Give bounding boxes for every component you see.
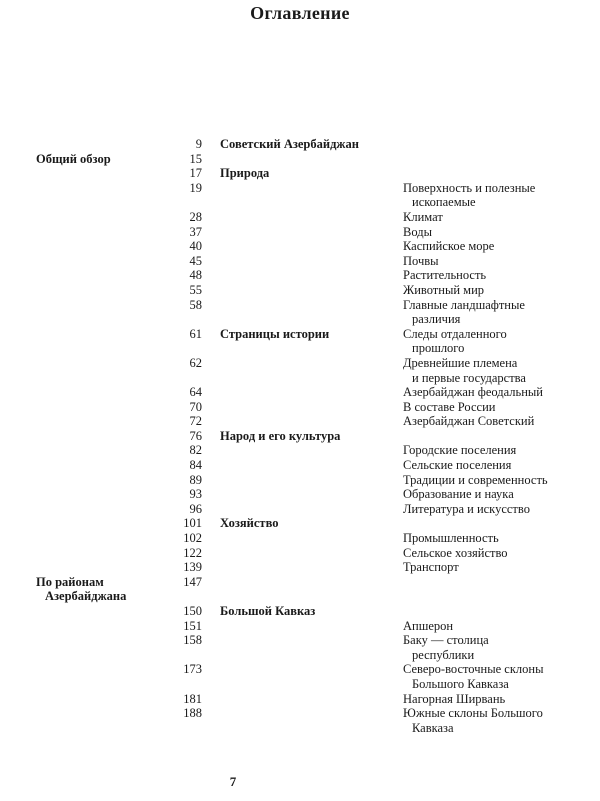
section-title-line: Советский Азербайджан: [220, 137, 359, 151]
page-ref: 96: [189, 501, 202, 516]
topic-title-line: Транспорт: [403, 560, 459, 575]
toc-entry[interactable]: [0, 604, 600, 619]
section-title: [220, 414, 403, 429]
topic-title-line: Поверхность и полезные: [403, 180, 536, 195]
toc-entry[interactable]: [0, 473, 600, 488]
part-title: [36, 137, 166, 152]
toc-entry[interactable]: [0, 560, 600, 575]
section-title: [220, 356, 403, 385]
toc-entry[interactable]: [0, 166, 600, 181]
page-ref: 101: [183, 516, 202, 531]
topic-title-line: В составе России: [403, 399, 496, 414]
section-title: [220, 662, 403, 691]
section-title: [220, 473, 403, 488]
section-title: [220, 706, 403, 735]
toc-entry[interactable]: [0, 546, 600, 561]
part-title: [36, 400, 166, 415]
page-ref: 37: [189, 224, 202, 239]
page-ref: 102: [183, 531, 202, 546]
topic-title: [403, 327, 593, 356]
section-title: [220, 560, 403, 575]
page-ref: 58: [189, 297, 202, 312]
topic-title-line: Животный мир: [403, 282, 485, 297]
topic-title: [403, 166, 593, 181]
toc-entry[interactable]: [0, 516, 600, 531]
topic-title: [403, 516, 593, 531]
topic-title-line: Древнейшие племена: [403, 355, 518, 370]
section-title-line: Хозяйство: [220, 516, 279, 531]
topic-title: [403, 443, 593, 458]
page-ref: 17: [189, 166, 202, 181]
page-ref: 150: [183, 604, 202, 618]
part-title: [36, 619, 166, 634]
topic-title-line: Сельские поселения: [403, 458, 512, 473]
section-title-line: Большой Кавказ: [220, 604, 316, 618]
toc-entry[interactable]: [0, 531, 600, 546]
topic-title: [403, 633, 593, 662]
page-ref: 55: [189, 282, 202, 297]
section-title-line: Страницы истории: [220, 326, 330, 341]
topic-title: [403, 152, 593, 167]
section-title: [220, 531, 403, 546]
part-title: [36, 531, 166, 546]
toc-entry[interactable]: [0, 575, 600, 604]
section-title: [220, 254, 403, 269]
topic-title-line: различия: [412, 312, 461, 327]
toc-entry[interactable]: [0, 298, 600, 327]
part-title: [36, 414, 166, 429]
topic-title-line: Нагорная Ширвань: [403, 691, 506, 706]
page-ref: 72: [189, 414, 202, 429]
topic-title-line: Промышленность: [403, 531, 499, 546]
toc-entry[interactable]: [0, 443, 600, 458]
part-title: [36, 152, 166, 167]
topic-title-line: Сельское хозяйство: [403, 545, 508, 560]
part-title: [36, 502, 166, 517]
topic-title-line: Кавказа: [412, 720, 454, 735]
topic-title: [403, 414, 593, 429]
page-ref: 45: [189, 253, 202, 268]
section-title: [220, 327, 403, 356]
topic-title-line: Растительность: [403, 268, 487, 283]
page-ref: 82: [189, 443, 202, 458]
topic-title-line: Климат: [403, 209, 443, 224]
topic-title: [403, 575, 593, 604]
topic-title: [403, 268, 593, 283]
section-title: [220, 692, 403, 707]
page-ref: 173: [183, 662, 202, 677]
page-ref: 122: [183, 545, 202, 560]
topic-title: [403, 385, 593, 400]
page-ref: 9: [195, 137, 202, 151]
topic-title-line: Большого Кавказа: [412, 676, 509, 691]
topic-title-line: Баку — столица: [403, 633, 489, 648]
toc-entry[interactable]: [0, 327, 600, 356]
section-title-line: Народ и его культура: [220, 428, 341, 443]
topic-title: [403, 473, 593, 488]
topic-title-line: Воды: [403, 224, 432, 239]
page-number: 7: [229, 774, 237, 789]
page-ref: 64: [189, 385, 202, 400]
section-title: [220, 298, 403, 327]
topic-title-line: Образование и наука: [403, 487, 514, 502]
part-title: [36, 356, 166, 385]
toc-entry[interactable]: [0, 400, 600, 415]
part-title: [36, 692, 166, 707]
topic-title: [403, 706, 593, 735]
page-ref: 147: [183, 574, 202, 589]
part-title: [36, 298, 166, 327]
topic-title-line: ископаемые: [412, 195, 476, 210]
part-title: [36, 443, 166, 458]
toc-entry[interactable]: [0, 283, 600, 298]
page-ref: 89: [189, 472, 202, 487]
part-title-line: Общий обзор: [36, 151, 111, 166]
page-ref: 181: [183, 691, 202, 706]
page-title: Оглавление: [250, 3, 350, 23]
section-title: [220, 633, 403, 662]
section-title: [220, 619, 403, 634]
section-title: [220, 575, 403, 604]
toc-entry[interactable]: [0, 502, 600, 517]
part-title: [36, 166, 166, 181]
part-title: [36, 662, 166, 691]
topic-title: [403, 239, 593, 254]
section-title: [220, 268, 403, 283]
part-title: [36, 473, 166, 488]
section-title: [220, 239, 403, 254]
topic-title: [403, 604, 593, 619]
topic-title: [403, 619, 593, 634]
page-ref: 76: [189, 428, 202, 443]
section-title: [220, 429, 403, 444]
section-title: [220, 166, 403, 181]
section-title: [220, 283, 403, 298]
part-title: [36, 385, 166, 400]
page-ref: 40: [189, 239, 202, 254]
part-title: [36, 604, 166, 619]
page-ref: 15: [189, 151, 202, 166]
toc-entry[interactable]: [0, 152, 600, 167]
topic-title: [403, 546, 593, 561]
section-title: [220, 487, 403, 502]
topic-title: [403, 429, 593, 444]
page-ref: 158: [183, 633, 202, 648]
page-ref: 70: [189, 399, 202, 414]
toc-entry[interactable]: [0, 633, 600, 662]
part-title: [36, 327, 166, 356]
toc-entry[interactable]: [0, 356, 600, 385]
part-title: [36, 239, 166, 254]
topic-title: [403, 692, 593, 707]
part-title-line: По районам: [36, 574, 104, 589]
section-title: [220, 458, 403, 473]
part-title: [36, 633, 166, 662]
toc-entry[interactable]: [0, 137, 600, 152]
page-ref: 93: [189, 487, 202, 502]
section-title: [220, 137, 403, 152]
toc-entry[interactable]: [0, 458, 600, 473]
part-title: [36, 487, 166, 502]
topic-title: [403, 356, 593, 385]
topic-title-line: Азербайджан Советский: [403, 414, 535, 429]
page-ref: 48: [189, 268, 202, 283]
section-title: [220, 400, 403, 415]
topic-title-line: республики: [412, 647, 475, 662]
section-title: [220, 210, 403, 225]
topic-title: [403, 298, 593, 327]
topic-title-line: Главные ландшафтные: [403, 297, 525, 312]
toc-entry[interactable]: [0, 414, 600, 429]
topic-title: [403, 487, 593, 502]
topic-title: [403, 458, 593, 473]
topic-title-line: Каспийское море: [403, 239, 495, 254]
topic-title-line: Городские поселения: [403, 443, 517, 458]
section-title: [220, 604, 403, 619]
topic-title: [403, 662, 593, 691]
part-title: [36, 225, 166, 240]
part-title: [36, 546, 166, 561]
page-ref: 139: [183, 560, 202, 575]
section-title: [220, 516, 403, 531]
page-ref: 151: [183, 618, 202, 633]
part-title: [36, 181, 166, 210]
toc-entry[interactable]: [0, 619, 600, 634]
section-title: [220, 443, 403, 458]
part-title: [36, 210, 166, 225]
toc-entry[interactable]: [0, 268, 600, 283]
toc-entry[interactable]: [0, 225, 600, 240]
topic-title-line: Южные склоны Большого: [403, 706, 543, 721]
topic-title-line: Азербайджан феодальный: [403, 385, 543, 400]
section-title: [220, 546, 403, 561]
table-of-contents: [0, 137, 600, 735]
topic-title: [403, 210, 593, 225]
topic-title-line: и первые государства: [412, 370, 526, 385]
topic-title: [403, 283, 593, 298]
toc-entry[interactable]: [0, 692, 600, 707]
toc-entry[interactable]: [0, 239, 600, 254]
page-ref: 84: [189, 458, 202, 473]
section-title: [220, 152, 403, 167]
topic-title-line: прошлого: [412, 341, 465, 356]
topic-title-line: Литература и искусство: [403, 501, 530, 516]
topic-title-line: Почвы: [403, 253, 439, 268]
topic-title-line: Апшерон: [403, 618, 454, 633]
part-title: [36, 458, 166, 473]
part-title: [36, 575, 166, 604]
page-ref: 62: [189, 355, 202, 370]
section-title: [220, 181, 403, 210]
topic-title: [403, 502, 593, 517]
topic-title: [403, 560, 593, 575]
page-ref: 188: [183, 706, 202, 721]
toc-entry[interactable]: [0, 487, 600, 502]
part-title: [36, 429, 166, 444]
section-title-line: Природа: [220, 166, 270, 181]
page-ref: 28: [189, 209, 202, 224]
topic-title: [403, 181, 593, 210]
toc-entry[interactable]: [0, 706, 600, 735]
toc-entry[interactable]: [0, 429, 600, 444]
topic-title-line: Северо-восточные склоны: [403, 662, 544, 677]
toc-entry[interactable]: [0, 254, 600, 269]
part-title: [36, 254, 166, 269]
part-title: [36, 283, 166, 298]
topic-title-line: Традиции и современность: [403, 472, 548, 487]
section-title: [220, 385, 403, 400]
toc-entry[interactable]: [0, 210, 600, 225]
part-title: [36, 516, 166, 531]
page-ref: 61: [189, 326, 202, 341]
part-title: [36, 268, 166, 283]
topic-title: [403, 254, 593, 269]
part-title: [36, 706, 166, 735]
topic-title-line: Следы отдаленного: [403, 326, 507, 341]
toc-entry[interactable]: [0, 662, 600, 691]
part-title-line: Азербайджана: [45, 589, 127, 604]
topic-title: [403, 400, 593, 415]
toc-entry[interactable]: [0, 385, 600, 400]
page-ref: 19: [189, 180, 202, 195]
toc-entry[interactable]: [0, 181, 600, 210]
section-title: [220, 225, 403, 240]
topic-title: [403, 225, 593, 240]
topic-title: [403, 531, 593, 546]
part-title: [36, 560, 166, 575]
section-title: [220, 502, 403, 517]
topic-title: [403, 137, 593, 152]
